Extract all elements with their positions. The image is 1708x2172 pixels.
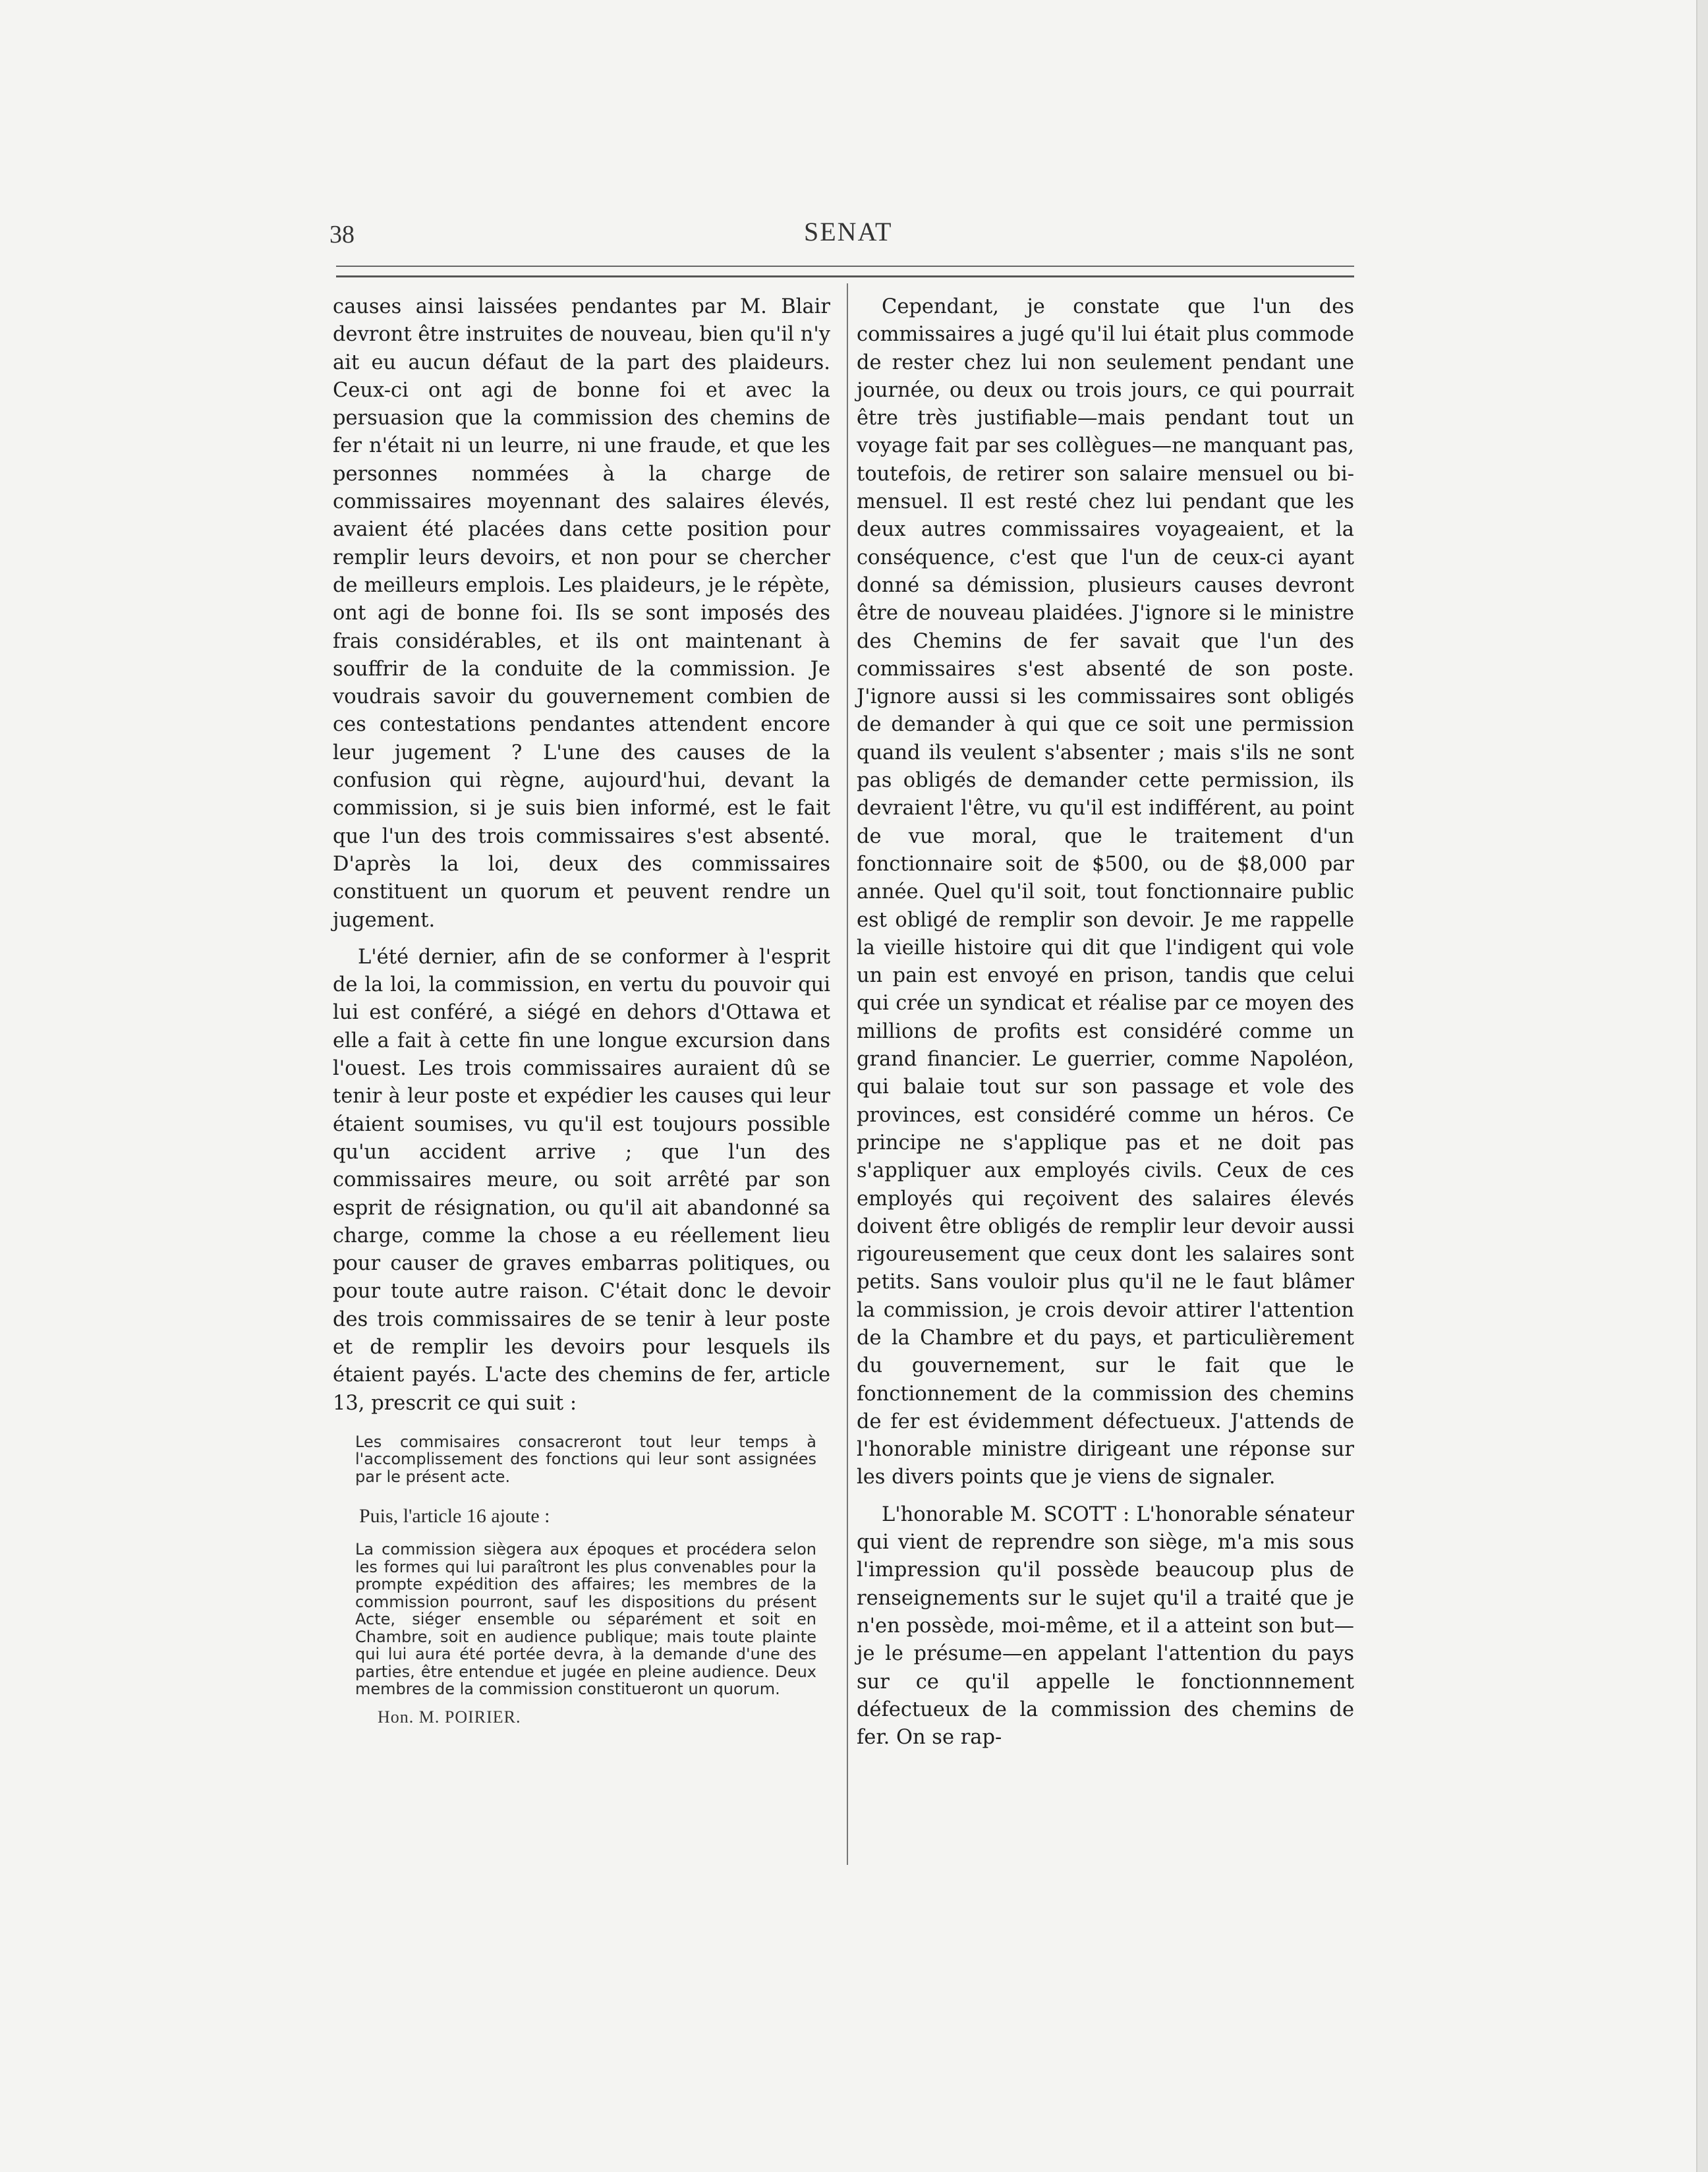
running-title: SENAT [804, 217, 893, 246]
quoted-article-13: Les commisaires consacreront tout leur temps à l'accomplissement des fonctions qui leur sont assignées par le présent acte. [355, 1432, 816, 1486]
quoted-article-16: La commission siègera aux époques et procédera selon les formes qui lui paraîtront les plus convenables pour la prompte expédition des affaires; les membres de la commission pourront, sauf les dispositions du présent Acte, siéger ensemble ou séparément et soit en Chambre, soit en audience publique; mais toute plainte qui lui aura été portée devra, à la demande d'une des parties, être entendue et jugée en pleine audience. Deux membres de la commission constitueront un quorum. [355, 1540, 816, 1699]
left-paragraph-1: causes ainsi laissées pendantes par M. Blair devront être instruites de nouveau, bien qu'il n'y ait eu aucun défaut de la part des plaideurs. Ceux-ci ont agi de bonne foi et avec la persuasion que la commission des chemins de fer n'était ni un leurre, ni une fraude, et que les personnes nommées à la charge de commissaires moyennant des salaires élevés, avaient été placées dans cette position pour remplir leurs devoirs, et non pour se chercher de meilleurs emplois. Les plaideurs, je le répète, ont agi de bonne foi. Ils se sont imposés des frais considérables, et ils ont maintenant à souffrir de la conduite de la commission. Je voudrais savoir du gouvernement combien de ces contestations pendantes attendent encore leur jugement ? L'une des causes de la confusion qui règne, aujourd'hui, devant la commission, si je suis bien informé, est le fait que l'un des trois commissaires s'est absenté. D'après la loi, deux des commissaires constituent un quorum et peuvent rendre un jugement. [333, 295, 831, 932]
speaker-attribution: Hon. M. POIRIER. [378, 1707, 521, 1727]
right-column [857, 293, 1354, 1752]
header-rule-bottom [336, 275, 1354, 277]
page-header [323, 211, 1357, 250]
header-rule-top [336, 266, 1354, 267]
right-paragraph-1: Cependant, je constate que l'un des commissaires a jugé qu'il lui était plus commode de rester chez lui non seulement pendant une journée, ou deux ou trois jours, ce qui pourrait être très justifiable—mais pendant tout un voyage fait par ses collègues—ne manquant pas, toutefois, de retirer son salaire mensuel ou bi-mensuel. Il est resté chez lui pendant que les deux autres commissaires voyageaient, et la conséquence, c'est que l'un de ceux-ci ayant donné sa démission, plusieurs causes devront être de nouveau plaidées. J'ignore si le ministre des Chemins de fer savait que l'un des commissaires s'est absenté de son poste. J'ignore aussi si les commissaires sont obligés de demander à qui que ce soit une permission quand ils veulent s'absenter ; mais s'ils ne sont pas obligés de demander cette permission, ils devraient l'être, vu qu'il est indifférent, au point de vue moral, que le traitement d'un fonctionnaire soit de $500, ou de $8,000 par année. Quel qu'il soit, tout fonctionnaire public est obligé de remplir son devoir. Je me rappelle la vieille histoire qui dit que l'indigent qui vole un pain est envoyé en prison, tandis que celui qui crée un syndicat et réalise par ce moyen des millions de profits est considéré comme un grand financier. Le guerrier, comme Napoléon, qui balaie tout sur son passage et vole des provinces, est considéré comme un héros. Ce principe ne s'applique pas et ne doit pas s'appliquer aux employés civils. Ceux de ces employés qui reçoivent des salaires élevés doivent être obligés de remplir leur devoir aussi rigoureusement que ceux dont les salaires sont petits. Sans vouloir plus qu'il ne le faut blâmer la commission, je crois devoir attirer l'attention de la Chambre et du pays, et particulièrement du gouvernement, sur le fait que le fonctionnement de la commission des chemins de fer est évidemment défectueux. J'attends de l'honorable ministre dirigeant une réponse sur les divers points que je viens de signaler. [857, 295, 1354, 1489]
article-16-intro: Puis, l'article 16 ajoute : [359, 1505, 550, 1528]
page-number: 38 [329, 221, 355, 248]
left-column [333, 293, 830, 1729]
left-paragraph-2: L'été dernier, afin de se conformer à l'esprit de la loi, la commission, en vertu du pouvoir qui lui est conféré, a siégé en dehors d'Ottawa et elle a fait à cette fin une longue excursion dans l'ouest. Les trois commissaires auraient dû se tenir à leur poste et expédier les causes qui leur étaient soumises, vu qu'il est toujours possible qu'un accident arrive ; que l'un des commissaires meure, ou soit arrêté par son esprit de résignation, ou qu'il ait abandonné sa charge, comme la chose a eu réellement lieu pour causer de graves embarras politiques, ou pour toute autre raison. C'était donc le devoir des trois commissaires de se tenir à leur poste et de remplir les devoirs pour lesquels ils étaient payés. L'acte des chemins de fer, article 13, prescrit ce qui suit : [333, 945, 830, 1415]
column-divider [847, 283, 848, 1865]
page-edge [1696, 0, 1708, 2172]
right-paragraph-2: L'honorable M. SCOTT : L'honorable sénateur qui vient de reprendre son siège, m'a mis sous l'impression qu'il possède beaucoup plus de renseignements sur le sujet qu'il a traité que je n'en possède, moi-même, et il a atteint son but—je le présume—en appelant l'attention du pays sur ce qu'il appelle le fonctionnnement défectueux de la commission des chemins de fer. On se rap- [857, 1502, 1354, 1750]
